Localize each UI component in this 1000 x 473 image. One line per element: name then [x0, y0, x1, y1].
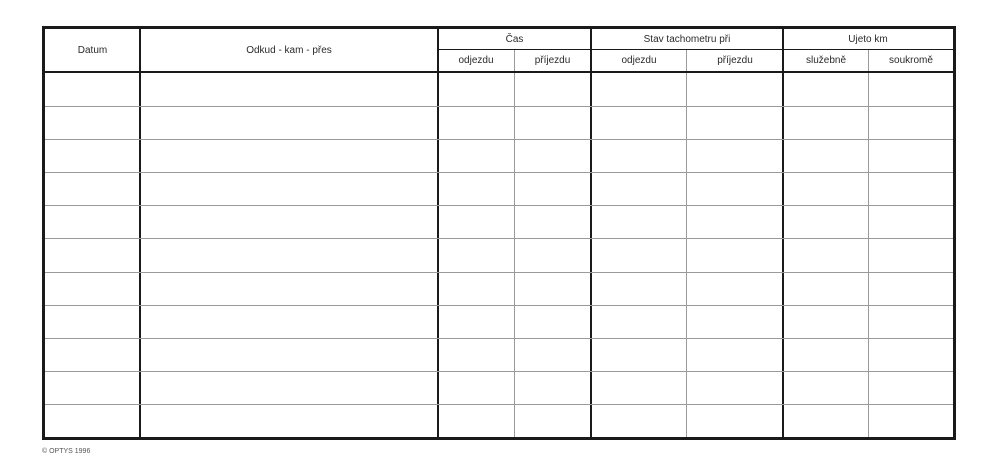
header-cas: Čas [505, 33, 524, 45]
header-datum: Datum [77, 44, 108, 56]
table-row [45, 272, 953, 273]
column-divider [686, 49, 687, 437]
header-sluzebne: služebně [805, 54, 847, 66]
column-divider [782, 29, 784, 437]
header-divider [45, 71, 953, 73]
table-row [45, 205, 953, 206]
subheader-divider [438, 49, 953, 50]
table-row [45, 305, 953, 306]
header-tacho: Stav tachometru při [643, 33, 731, 45]
header-soukrome: soukromě [889, 54, 933, 66]
header-ujeto: Ujeto km [848, 33, 888, 45]
table-row [45, 238, 953, 239]
column-divider [514, 49, 515, 437]
header-tacho-prijezdu: příjezdu [717, 54, 753, 66]
header-cas-odjezdu: odjezdu [458, 54, 494, 66]
column-divider [139, 29, 141, 437]
header-cas-prijezdu: příjezdu [534, 54, 571, 66]
column-divider [437, 29, 439, 437]
header-route: Odkud - kam - přes [246, 44, 332, 56]
logbook-form [42, 26, 956, 440]
table-row [45, 139, 953, 140]
table-row [45, 172, 953, 173]
table-row [45, 404, 953, 405]
table-row [45, 371, 953, 372]
header-tacho-odjezdu: odjezdu [621, 54, 657, 66]
table-row [45, 338, 953, 339]
table-row [45, 106, 953, 107]
copyright-text: © OPTYS 1996 [42, 448, 91, 455]
column-divider [868, 49, 869, 437]
column-divider [590, 29, 592, 437]
